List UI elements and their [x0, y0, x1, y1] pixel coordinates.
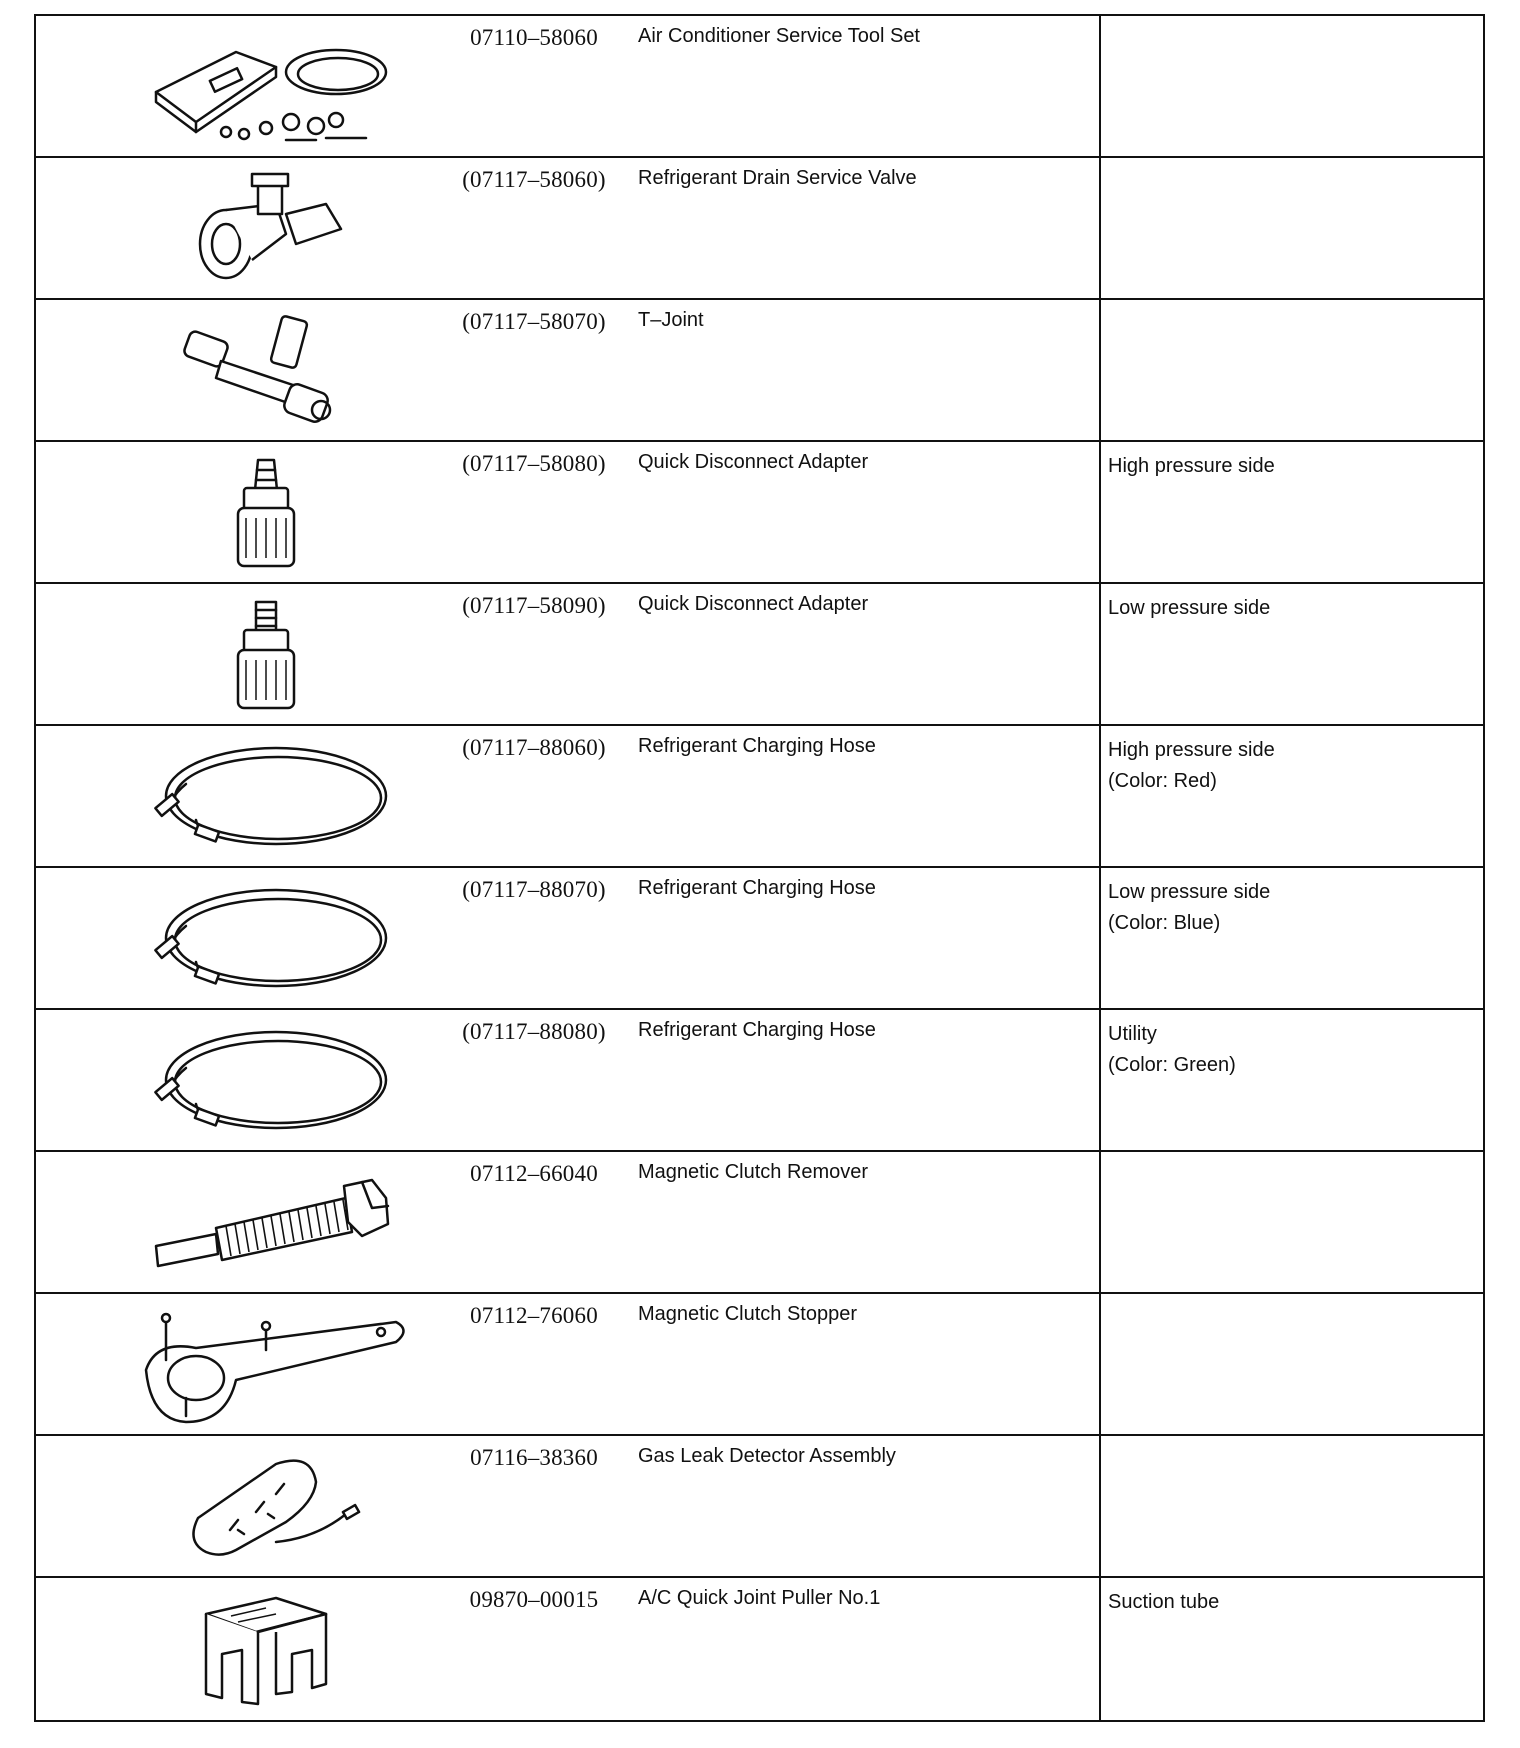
- t-joint-icon: [126, 306, 406, 434]
- remark-line: (Color: Green): [1108, 1054, 1236, 1076]
- tool-row: [36, 16, 1483, 158]
- remark-line: Low pressure side: [1108, 881, 1271, 903]
- part-number: (07117–88080): [462, 1019, 606, 1044]
- tool-row: [36, 726, 1483, 868]
- part-number: 07110–58060: [470, 25, 598, 50]
- tool-row: [36, 158, 1483, 300]
- tool-name: Refrigerant Charging Hose: [638, 735, 876, 757]
- quick-disconnect-adapter-icon: [126, 590, 406, 718]
- remark-line: Low pressure side: [1108, 597, 1271, 619]
- drain-service-valve-icon: [126, 164, 406, 292]
- remark-cell: [1108, 451, 1275, 482]
- clutch-stopper-icon: [126, 1300, 406, 1428]
- column-divider: [1099, 1436, 1101, 1576]
- tool-row: [36, 1436, 1483, 1578]
- tool-row: [36, 1010, 1483, 1152]
- tool-name: Refrigerant Charging Hose: [638, 1019, 876, 1041]
- part-number: (07117–58060): [462, 167, 606, 192]
- remark-cell: [1108, 1587, 1219, 1618]
- remark-cell: [1108, 1019, 1236, 1081]
- special-service-tools-table: [34, 14, 1485, 1722]
- column-divider: [1099, 1294, 1101, 1434]
- tool-row: [36, 868, 1483, 1010]
- tool-name: Magnetic Clutch Remover: [638, 1161, 869, 1183]
- part-number: 07112–76060: [470, 1303, 598, 1328]
- column-divider: [1099, 442, 1101, 582]
- remark-line: (Color: Red): [1108, 770, 1217, 792]
- tool-name: Gas Leak Detector Assembly: [638, 1445, 896, 1467]
- tool-name: Quick Disconnect Adapter: [638, 451, 869, 473]
- part-number: 09870–00015: [469, 1587, 599, 1612]
- remark-line: (Color: Blue): [1108, 912, 1221, 934]
- remark-line: Utility: [1108, 1023, 1157, 1045]
- remark-line: Suction tube: [1108, 1591, 1220, 1613]
- tool-row: [36, 584, 1483, 726]
- part-number: (07117–88070): [462, 877, 606, 902]
- tool-row: [36, 300, 1483, 442]
- remark-cell: [1108, 735, 1275, 797]
- part-number: (07117–58090): [462, 593, 606, 618]
- remark-cell: [1108, 593, 1270, 624]
- quick-joint-puller-icon: [126, 1584, 406, 1712]
- column-divider: [1099, 158, 1101, 298]
- tool-name: Refrigerant Drain Service Valve: [638, 167, 917, 189]
- column-divider: [1099, 1010, 1101, 1150]
- column-divider: [1099, 726, 1101, 866]
- tool-name: Refrigerant Charging Hose: [638, 877, 876, 899]
- tool-name: Air Conditioner Service Tool Set: [638, 25, 920, 47]
- tool-name: A/C Quick Joint Puller No.1: [638, 1587, 881, 1609]
- tool-name: Quick Disconnect Adapter: [638, 593, 869, 615]
- remark-line: High pressure side: [1108, 739, 1275, 761]
- part-number: 07112–66040: [470, 1161, 598, 1186]
- column-divider: [1099, 1152, 1101, 1292]
- charging-hose-icon: [126, 1016, 406, 1144]
- column-divider: [1099, 584, 1101, 724]
- gas-leak-detector-icon: [126, 1442, 406, 1570]
- column-divider: [1099, 868, 1101, 1008]
- column-divider: [1099, 300, 1101, 440]
- tool-name: T–Joint: [638, 309, 704, 331]
- charging-hose-icon: [126, 732, 406, 860]
- tool-row: [36, 1294, 1483, 1436]
- tool-row: [36, 1152, 1483, 1294]
- quick-disconnect-adapter-icon: [126, 448, 406, 576]
- part-number: (07117–58070): [462, 309, 606, 334]
- tool-name: Magnetic Clutch Stopper: [638, 1303, 858, 1325]
- part-number: (07117–58080): [462, 451, 606, 476]
- service-tool-set-icon: [126, 22, 406, 150]
- tool-row: [36, 442, 1483, 584]
- clutch-remover-icon: [126, 1158, 406, 1286]
- tool-row: [36, 1578, 1483, 1720]
- remark-line: High pressure side: [1108, 455, 1275, 477]
- part-number: (07117–88060): [462, 735, 606, 760]
- part-number: 07116–38360: [470, 1445, 598, 1470]
- column-divider: [1099, 1578, 1101, 1720]
- column-divider: [1099, 16, 1101, 156]
- remark-cell: [1108, 877, 1270, 939]
- charging-hose-icon: [126, 874, 406, 1002]
